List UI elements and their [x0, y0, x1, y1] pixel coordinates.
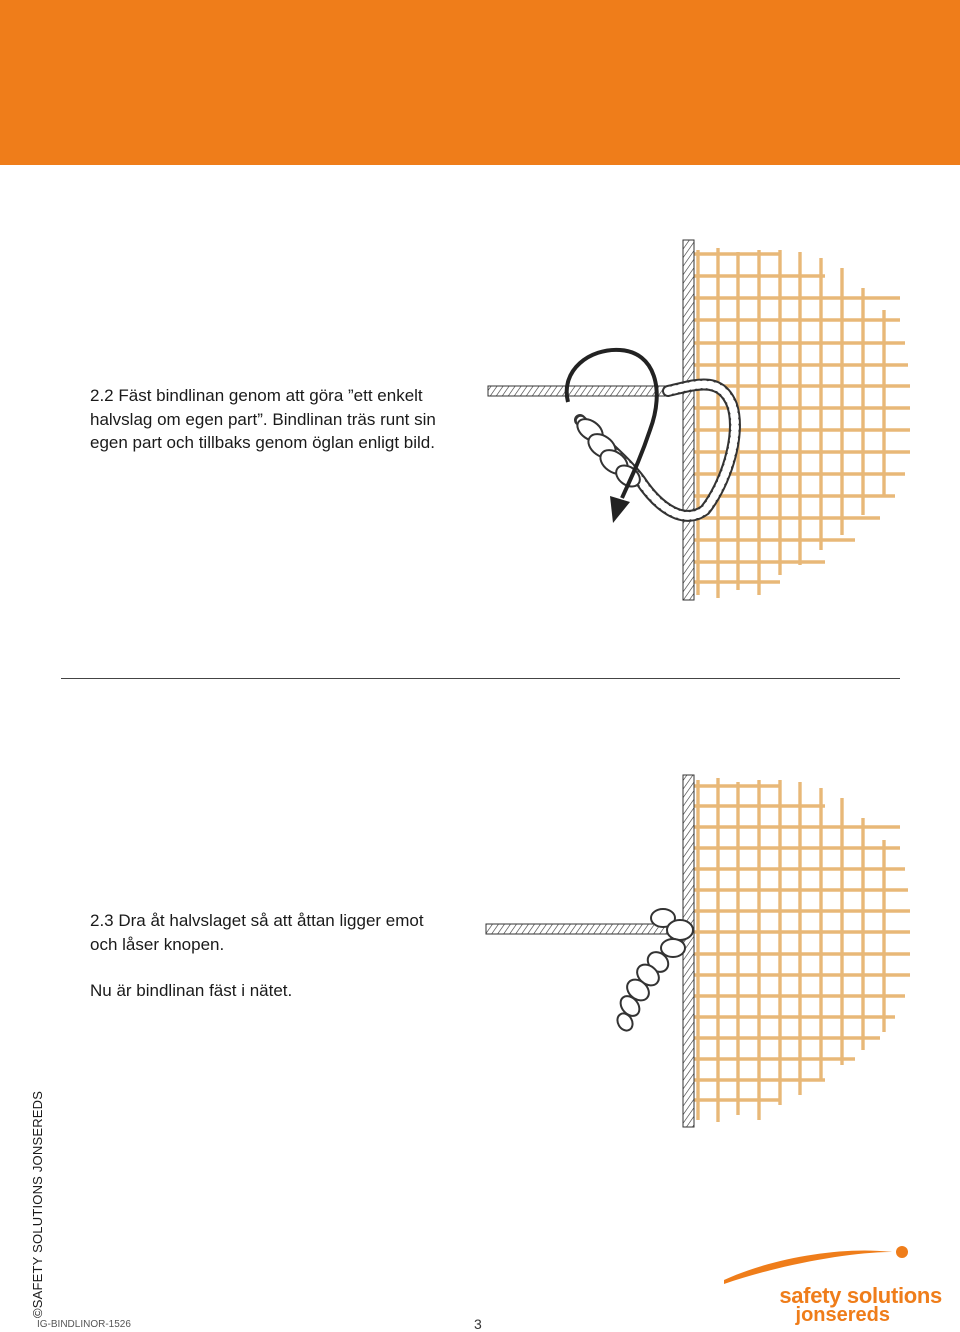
text-line: 2.2 Fäst bindlinan genom att göra ”ett enkelt: [90, 386, 423, 405]
logo-line-2: jonsereds: [795, 1304, 890, 1326]
binding-line: [488, 386, 668, 396]
halfhitch-illustration: [480, 230, 920, 610]
net-grid: [688, 248, 910, 598]
document-code: IG-BINDLINOR-1526: [37, 1319, 131, 1330]
instruction-step-2-2: [90, 384, 480, 455]
completion-note: Nu är bindlinan fäst i nätet.: [90, 981, 293, 1000]
text-line: halvslag om egen part”. Bindlinan träs runt sin: [90, 409, 436, 429]
page-number: 3: [474, 1316, 482, 1332]
company-logo: [712, 1240, 942, 1330]
net-grid: [688, 778, 910, 1122]
text-line: egen part och tillbaks genom öglan enligt bild.: [90, 433, 435, 452]
header-band: [0, 0, 960, 165]
arrow-head-icon: [610, 496, 630, 523]
instruction-step-2-3: [90, 909, 470, 1003]
binding-line: [486, 924, 668, 934]
text-line: 2.3 Dra åt halvslaget så att åttan ligger emot: [90, 911, 424, 930]
logo-line-1: safety solutions: [779, 1283, 942, 1308]
section-divider: [61, 678, 900, 679]
knot: [573, 415, 643, 491]
copyright-vertical: ©SAFETY SOLUTIONS JONSEREDS: [30, 1090, 45, 1318]
text-line: och låser knopen.: [90, 934, 225, 954]
finished-knot-illustration: [480, 770, 920, 1130]
net-border-rope: [683, 240, 694, 600]
